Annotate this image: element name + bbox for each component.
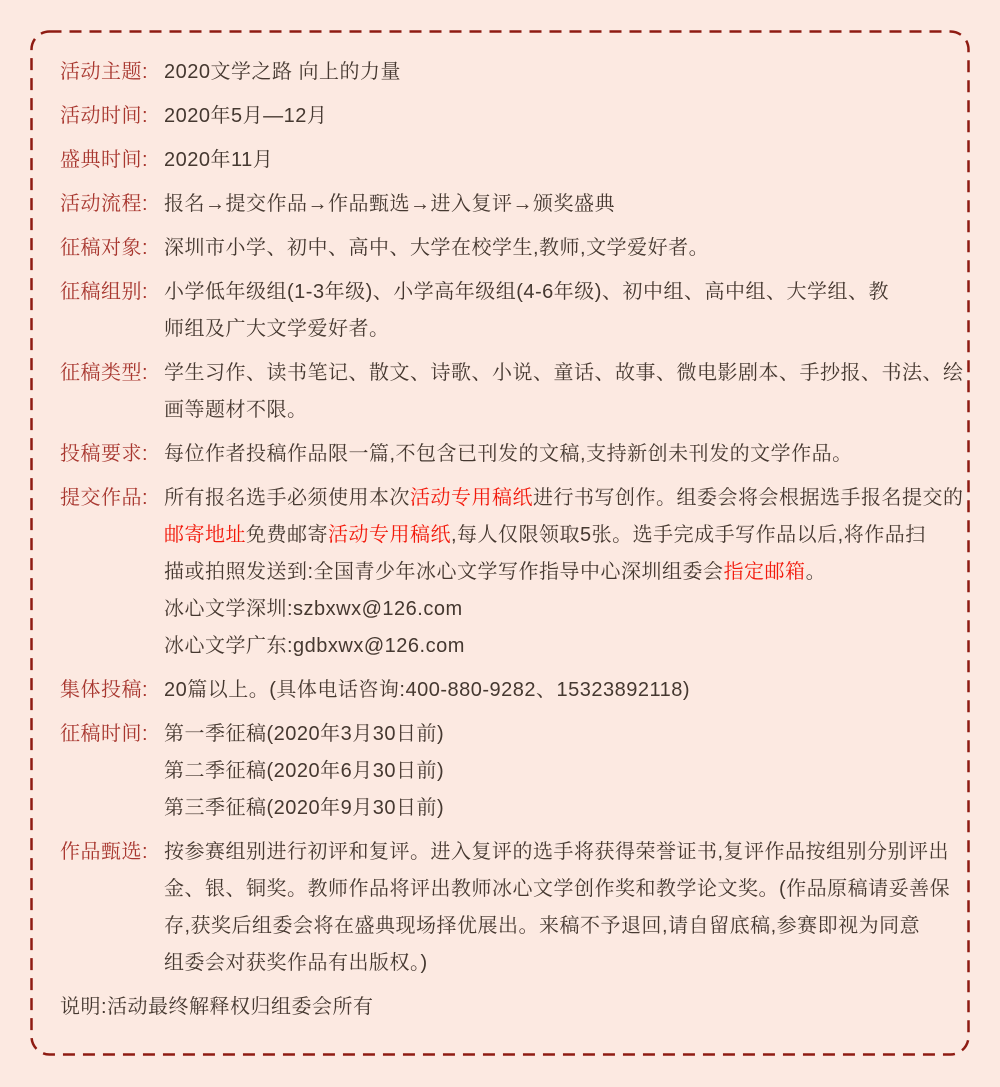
selection-label: 作品甄选: <box>60 841 149 863</box>
submission-value <box>164 480 964 665</box>
theme-text: 2020文学之路 向上的力量 <box>164 61 402 83</box>
row-time <box>60 98 944 135</box>
schedule-season-1: 第一季征稿(2020年3月30日前) <box>164 723 445 745</box>
submission-highlight-special-paper-2: 活动专用稿纸 <box>328 524 451 546</box>
row-process <box>60 186 944 223</box>
requirements-label: 投稿要求: <box>60 443 149 465</box>
requirements-text: 每位作者投稿作品限一篇,不包含已刊发的文稿,支持新创未刊发的文学作品。 <box>164 443 853 465</box>
audience-value <box>164 230 944 267</box>
row-requirements <box>60 436 944 473</box>
submission-email-shenzhen: 冰心文学深圳:szbxwx@126.com <box>164 598 463 620</box>
poster-content <box>60 54 964 1033</box>
submission-seg-7: ,每人仅限领取5张。选手完成手写作品以后,将作品扫 <box>451 524 926 546</box>
time-value <box>164 98 944 135</box>
row-ceremony <box>60 142 944 179</box>
selection-line-4: 组委会对获奖作品有出版权。) <box>164 952 428 974</box>
types-value <box>164 355 964 429</box>
submission-seg-8: 描或拍照发送到:全国青少年冰心文学写作指导中心深圳组委会 <box>164 561 724 583</box>
row-selection <box>60 834 951 982</box>
selection-value <box>164 834 951 982</box>
submission-highlight-designated-mailbox: 指定邮箱 <box>723 561 806 583</box>
note-text: 活动最终解释权归组委会所有 <box>107 996 374 1018</box>
types-line-1: 学生习作、读书笔记、散文、诗歌、小说、童话、故事、微电影剧本、手抄报、书法、绘 <box>164 362 964 384</box>
submission-highlight-special-paper-1: 活动专用稿纸 <box>410 487 533 509</box>
audience-text: 深圳市小学、初中、高中、大学在校学生,教师,文学爱好者。 <box>164 237 710 259</box>
theme-value <box>164 54 944 91</box>
process-label: 活动流程: <box>60 193 149 215</box>
row-collective <box>60 672 944 709</box>
row-types <box>60 355 964 429</box>
groups-line-1: 小学低年级组(1-3年级)、小学高年级组(4-6年级)、初中组、高中组、大学组、教 <box>164 281 889 303</box>
theme-label: 活动主题: <box>60 61 149 83</box>
ceremony-value <box>164 142 944 179</box>
schedule-season-3: 第三季征稿(2020年9月30日前) <box>164 797 445 819</box>
submission-email-guangdong: 冰心文学广东:gdbxwx@126.com <box>164 635 465 657</box>
row-audience <box>60 230 944 267</box>
selection-line-1: 按参赛组别进行初评和复评。进入复评的选手将获得荣誉证书,复评作品按组别分别评出 <box>164 841 950 863</box>
groups-value <box>164 274 944 348</box>
submission-line-3 <box>164 554 944 591</box>
time-label: 活动时间: <box>60 105 149 127</box>
types-label: 征稿类型: <box>60 362 149 384</box>
submission-highlight-mailing-address: 邮寄地址 <box>164 524 246 546</box>
submission-seg-5: 免费邮寄 <box>246 524 328 546</box>
submission-label: 提交作品: <box>60 487 149 509</box>
groups-label: 征稿组别: <box>60 281 149 303</box>
selection-line-3: 存,获奖后组委会将在盛典现场择优展出。来稿不予退回,请自留底稿,参赛即视为同意 <box>164 915 921 937</box>
time-text: 2020年5月—12月 <box>164 105 328 127</box>
row-submission <box>60 480 964 665</box>
collective-text: 20篇以上。(具体电话咨询:400-880-9282、15323892118) <box>164 679 691 701</box>
activity-notice-poster <box>30 30 970 1056</box>
schedule-value <box>164 716 944 827</box>
submission-seg-3: 进行书写创作。组委会将会根据选手报名提交的 <box>533 487 964 509</box>
row-theme <box>60 54 944 91</box>
ceremony-text: 2020年11月 <box>164 149 274 171</box>
groups-line-2: 师组及广大文学爱好者。 <box>164 318 390 340</box>
schedule-label: 征稿时间: <box>60 723 149 745</box>
types-line-2: 画等题材不限。 <box>164 399 308 421</box>
schedule-season-2: 第二季征稿(2020年6月30日前) <box>164 760 445 782</box>
row-groups <box>60 274 944 348</box>
note-value <box>107 989 944 1026</box>
submission-line-2 <box>164 517 944 554</box>
process-value <box>164 186 944 223</box>
ceremony-label: 盛典时间: <box>60 149 149 171</box>
submission-seg-1: 所有报名选手必须使用本次 <box>164 487 410 509</box>
note-label: 说明: <box>60 996 108 1018</box>
audience-label: 征稿对象: <box>60 237 149 259</box>
row-note <box>60 989 944 1026</box>
submission-seg-10: 。 <box>805 561 827 583</box>
collective-value <box>164 672 944 709</box>
selection-line-2: 金、银、铜奖。教师作品将评出教师冰心文学创作奖和教学论文奖。(作品原稿请妥善保 <box>164 878 951 900</box>
submission-line-1 <box>164 480 964 517</box>
collective-label: 集体投稿: <box>60 679 149 701</box>
process-text: 报名→提交作品→作品甄选→进入复评→颁奖盛典 <box>164 193 615 215</box>
requirements-value <box>164 436 944 473</box>
row-schedule <box>60 716 944 827</box>
